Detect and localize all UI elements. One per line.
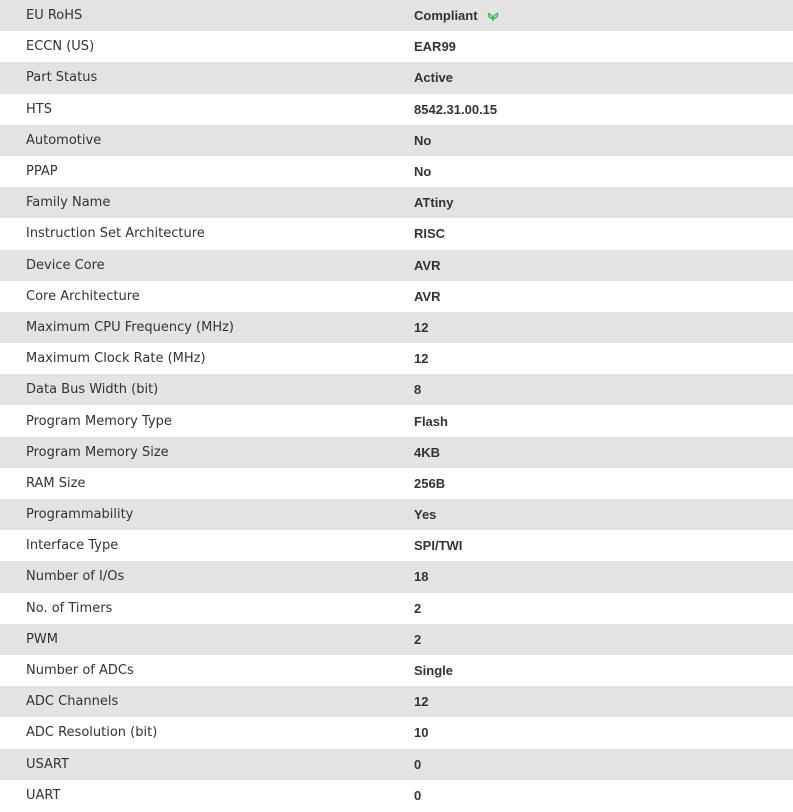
spec-row-max-clock-rate <box>0 343 793 374</box>
spec-row-number-of-ios <box>0 561 793 592</box>
spec-row-number-of-adcs <box>0 655 793 686</box>
spec-label: Programmability <box>26 507 134 523</box>
spec-value: 8 <box>414 382 422 398</box>
spec-row-adc-channels <box>0 686 793 717</box>
spec-row-part-status <box>0 62 793 93</box>
spec-row-program-memory-size <box>0 437 793 468</box>
spec-row-hts <box>0 94 793 125</box>
spec-label: Device Core <box>26 257 105 273</box>
spec-value: SPI/TWI <box>414 538 463 554</box>
spec-label: HTS <box>26 101 52 117</box>
spec-row-eu-rohs <box>0 0 793 31</box>
spec-value: 0 <box>414 787 422 803</box>
spec-value: 12 <box>414 694 429 710</box>
spec-row-uart <box>0 780 793 811</box>
spec-value: Single <box>414 663 454 679</box>
spec-value: Flash <box>414 413 448 429</box>
spec-value: Compliant <box>414 8 478 24</box>
spec-value: 12 <box>414 351 429 367</box>
spec-label: Number of ADCs <box>26 663 134 679</box>
spec-value-cell <box>414 0 793 31</box>
spec-value: RISC <box>414 226 446 242</box>
spec-row-no-of-timers <box>0 593 793 624</box>
spec-row-pwm <box>0 624 793 655</box>
spec-row-interface-type <box>0 530 793 561</box>
spec-row-data-bus-width <box>0 374 793 405</box>
spec-value: 256B <box>414 475 446 491</box>
spec-label: Part Status <box>26 70 98 86</box>
spec-label: Family Name <box>26 195 111 211</box>
spec-row-core-architecture <box>0 281 793 312</box>
spec-value: 8542.31.00.15 <box>414 101 498 117</box>
spec-row-ppap <box>0 156 793 187</box>
spec-label: EU RoHS <box>26 8 83 24</box>
spec-label: PWM <box>26 631 58 647</box>
spec-row-eccn-us <box>0 31 793 62</box>
spec-row-max-cpu-frequency <box>0 312 793 343</box>
spec-label: Program Memory Size <box>26 444 169 460</box>
leaf-icon <box>486 10 500 22</box>
spec-row-usart <box>0 749 793 780</box>
spec-value: 12 <box>414 319 429 335</box>
spec-row-program-memory-type <box>0 405 793 436</box>
spec-row-automotive <box>0 125 793 156</box>
spec-label: UART <box>26 787 61 803</box>
spec-row-instruction-set-architecture <box>0 218 793 249</box>
spec-label: ADC Channels <box>26 694 119 710</box>
spec-value: 2 <box>414 600 422 616</box>
spec-label: ECCN (US) <box>26 39 95 55</box>
spec-label: Core Architecture <box>26 288 140 304</box>
spec-label: Number of I/Os <box>26 569 125 585</box>
spec-value: Yes <box>414 507 437 523</box>
spec-value: EAR99 <box>414 39 456 55</box>
spec-label: RAM Size <box>26 475 86 491</box>
spec-value: 18 <box>414 569 429 585</box>
spec-value: 0 <box>414 756 422 772</box>
spec-label: Instruction Set Architecture <box>26 226 205 242</box>
spec-label: Data Bus Width (bit) <box>26 382 159 398</box>
spec-value: AVR <box>414 257 441 273</box>
spec-label: Automotive <box>26 132 102 148</box>
spec-row-family-name <box>0 187 793 218</box>
spec-value: No <box>414 132 432 148</box>
spec-label: PPAP <box>26 164 58 180</box>
spec-value: 2 <box>414 631 422 647</box>
spec-value: AVR <box>414 288 441 304</box>
spec-value: ATtiny <box>414 195 454 211</box>
spec-value: 10 <box>414 725 429 741</box>
spec-label: ADC Resolution (bit) <box>26 725 158 741</box>
spec-value: Active <box>414 70 454 86</box>
spec-label: USART <box>26 756 69 772</box>
spec-value: No <box>414 164 432 180</box>
spec-row-ram-size <box>0 468 793 499</box>
spec-label: Maximum Clock Rate (MHz) <box>26 351 206 367</box>
spec-row-adc-resolution <box>0 717 793 748</box>
spec-label: Program Memory Type <box>26 413 172 429</box>
spec-row-device-core <box>0 250 793 281</box>
spec-label: Maximum CPU Frequency (MHz) <box>26 319 234 335</box>
spec-value: 4KB <box>414 444 441 460</box>
spec-label: No. of Timers <box>26 600 113 616</box>
spec-label: Interface Type <box>26 538 119 554</box>
spec-row-programmability <box>0 499 793 530</box>
